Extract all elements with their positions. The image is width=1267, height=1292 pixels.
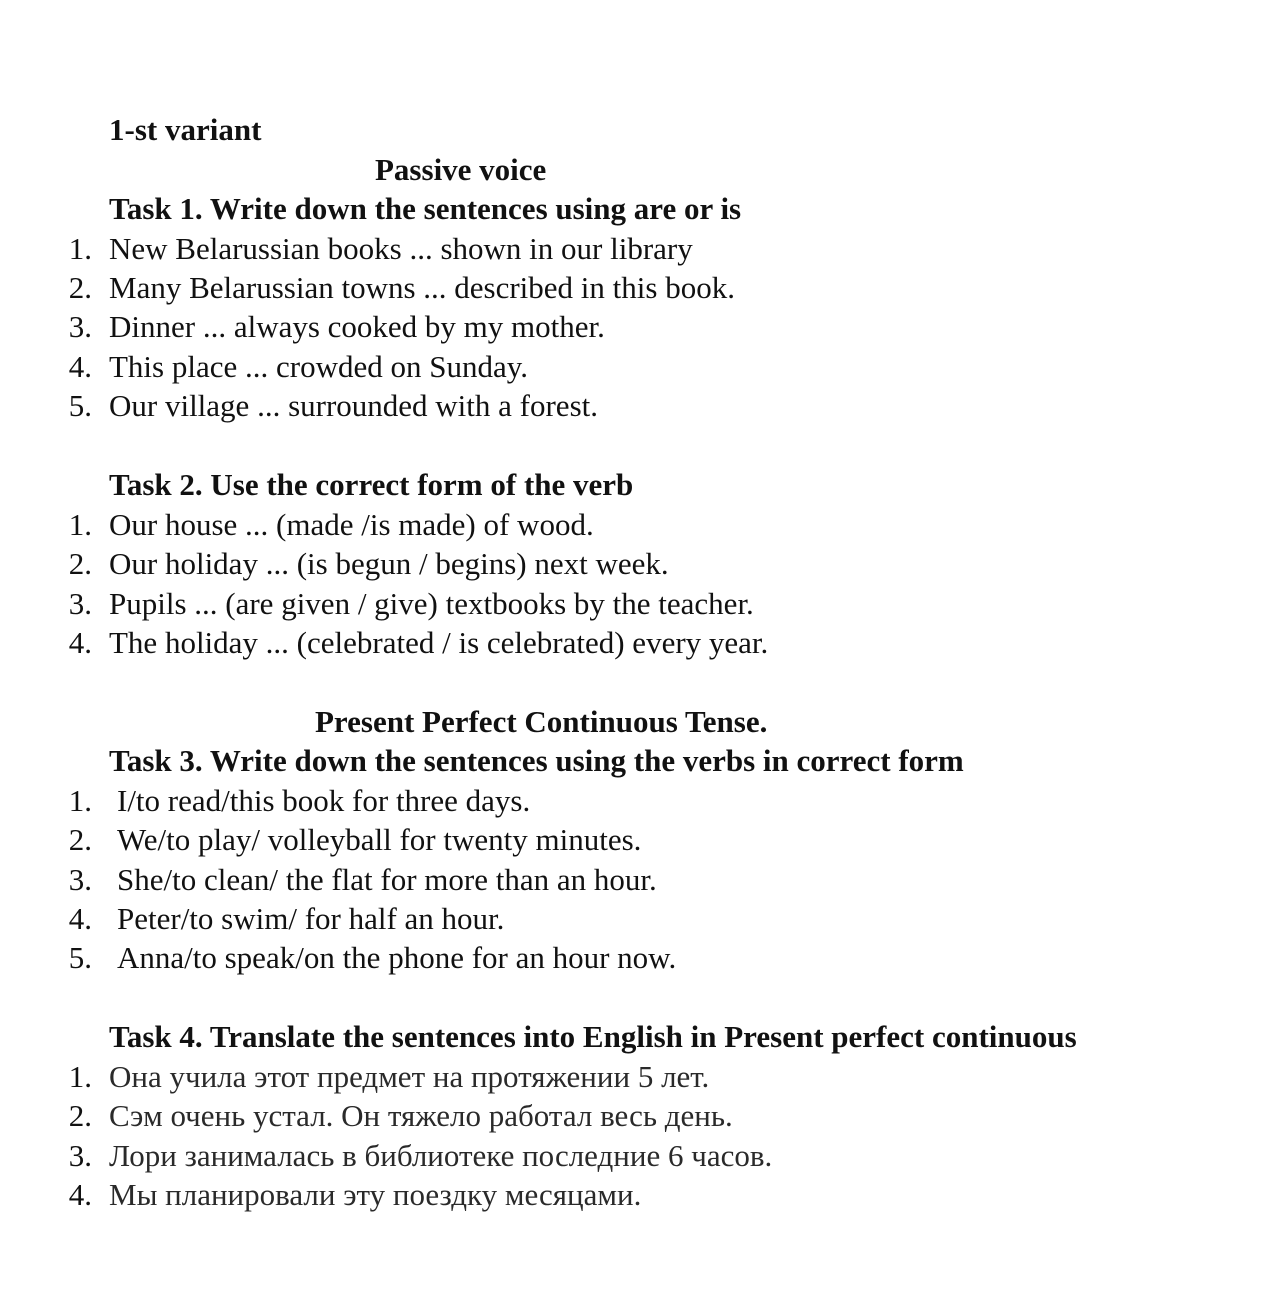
task2-item-text: Pupils ... (are given / give) textbooks by the teacher. — [109, 586, 754, 621]
task3-item-text: We/to play/ volleyball for twenty minutes. — [117, 822, 642, 857]
task2-heading: Task 2. Use the correct form of the verb — [109, 467, 634, 502]
task2-item-number: 2. — [68, 546, 92, 581]
task4-item-text: Мы планировали эту поездку месяцами. — [109, 1177, 642, 1212]
section-title-passive-voice: Passive voice — [375, 152, 547, 187]
task4-item-number: 1. — [68, 1059, 92, 1094]
task4-item-text: Она учила этот предмет на протяжении 5 лет. — [109, 1059, 710, 1094]
task2-item-number: 1. — [68, 507, 92, 542]
task3-item-text: I/to read/this book for three days. — [117, 783, 531, 818]
task2-item-text: Our holiday ... (is begun / begins) next week. — [109, 546, 669, 581]
task3-item-text: Anna/to speak/on the phone for an hour now. — [117, 940, 677, 975]
task4-item-number: 3. — [68, 1138, 92, 1173]
task3-item-number: 3. — [68, 862, 92, 897]
task3-item-number: 2. — [68, 822, 92, 857]
task1-item-text: Dinner ... always cooked by my mother. — [109, 309, 605, 344]
task4-heading: Task 4. Translate the sentences into English in Present perfect continuous — [109, 1019, 1077, 1054]
task1-item-number: 2. — [68, 270, 92, 305]
task1-item-number: 3. — [68, 309, 92, 344]
section-title-present-perfect-continuous: Present Perfect Continuous Tense. — [315, 704, 768, 739]
variant-label: 1-st variant — [109, 112, 262, 147]
task3-item-number: 5. — [68, 940, 92, 975]
task1-item-text: New Belarussian books ... shown in our library — [109, 231, 693, 266]
task3-item-number: 4. — [68, 901, 92, 936]
task1-item-text: Many Belarussian towns ... described in this book. — [109, 270, 735, 305]
task2-item-number: 4. — [68, 625, 92, 660]
task2-item-text: The holiday ... (celebrated / is celebrated) every year. — [109, 625, 769, 660]
task4-item-number: 2. — [68, 1098, 92, 1133]
task1-item-text: This place ... crowded on Sunday. — [109, 349, 528, 384]
task3-item-text: She/to clean/ the flat for more than an hour. — [117, 862, 657, 897]
task2-item-text: Our house ... (made /is made) of wood. — [109, 507, 594, 542]
task3-item-text: Peter/to swim/ for half an hour. — [117, 901, 505, 936]
task1-item-text: Our village ... surrounded with a forest. — [109, 388, 598, 423]
task1-item-number: 5. — [68, 388, 92, 423]
task3-item-number: 1. — [68, 783, 92, 818]
task2-item-number: 3. — [68, 586, 92, 621]
task1-item-number: 4. — [68, 349, 92, 384]
task4-item-text: Лори занималась в библиотеке последние 6 часов. — [109, 1138, 773, 1173]
task1-item-number: 1. — [68, 231, 92, 266]
task4-item-text: Сэм очень устал. Он тяжело работал весь день. — [109, 1098, 733, 1133]
task4-item-number: 4. — [68, 1177, 92, 1212]
task3-heading: Task 3. Write down the sentences using the verbs in correct form — [109, 743, 964, 778]
task1-heading: Task 1. Write down the sentences using are or is — [109, 191, 742, 226]
